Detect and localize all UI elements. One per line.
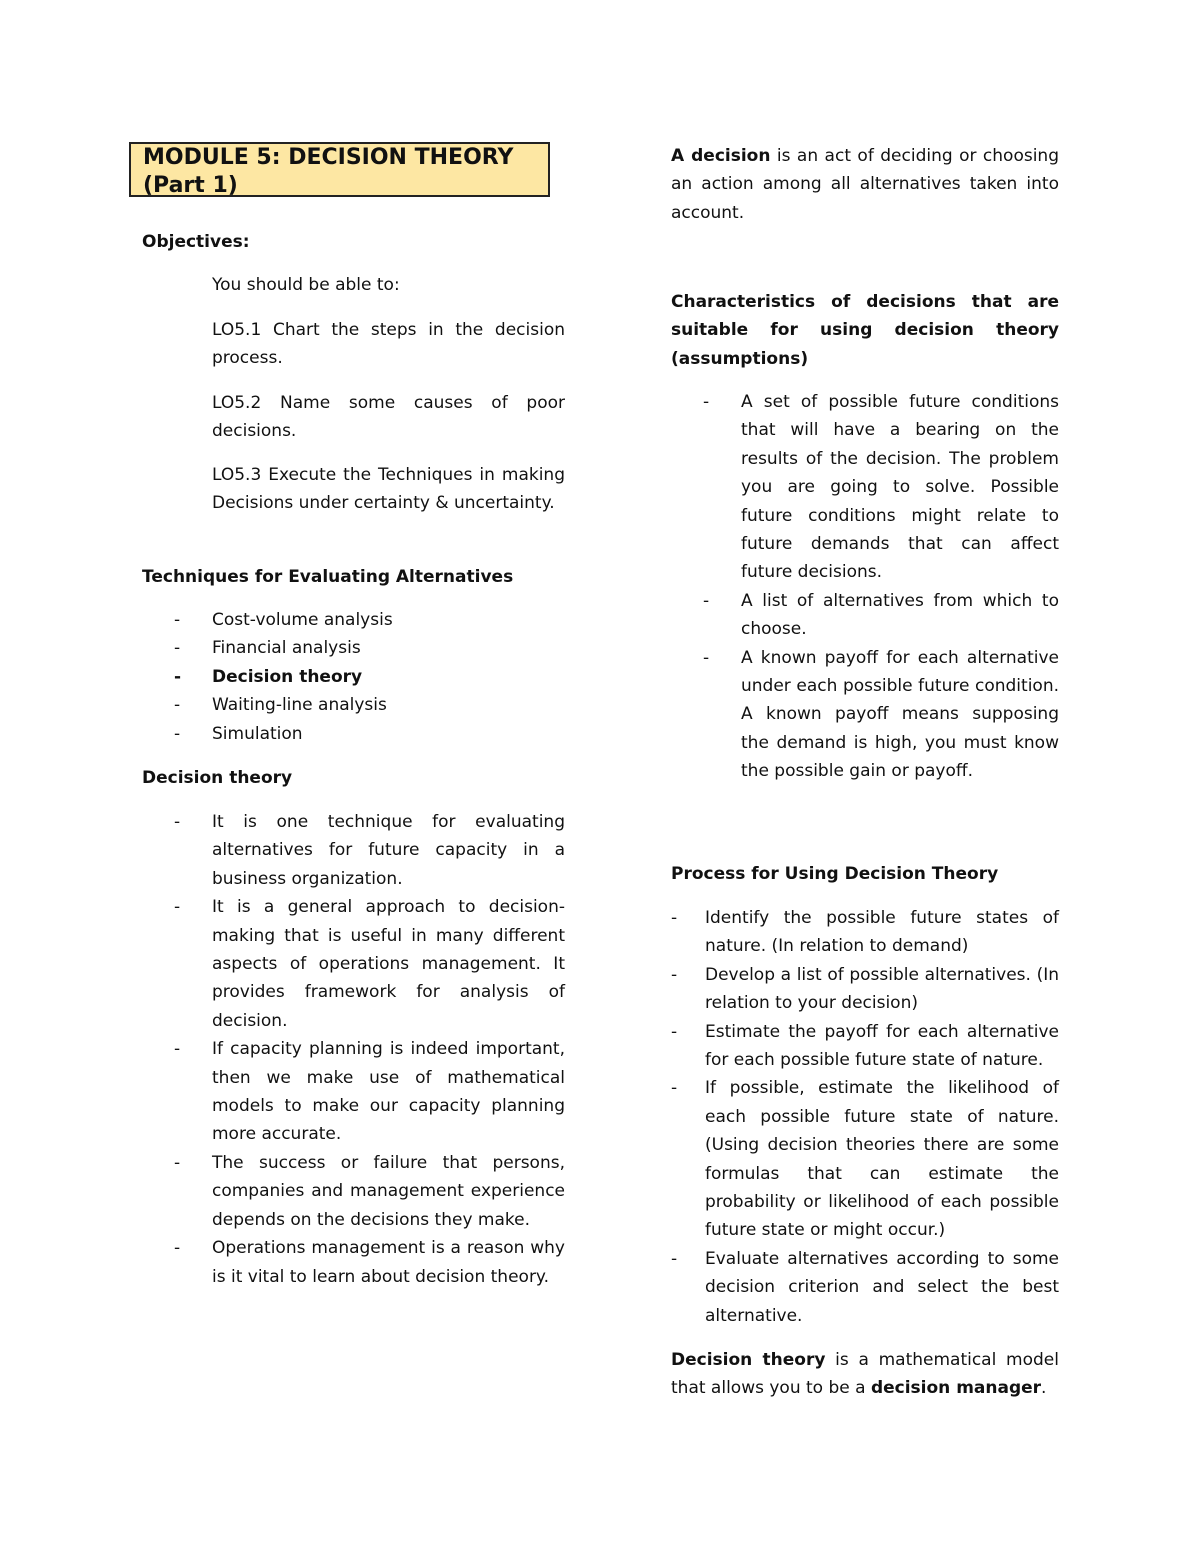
process-heading: Process for Using Decision Theory (671, 864, 999, 884)
decision-theory-heading: Decision theory (142, 768, 293, 788)
module-title: MODULE 5: DECISION THEORY (Part 1) (129, 142, 550, 197)
list-item: - Waiting-line analysis (142, 691, 565, 719)
objective-lo5-2: LO5.2 Name some causes of poor decisions. (212, 393, 565, 442)
objective-lo5-1: LO5.1 Chart the steps in the decision process. (212, 320, 565, 369)
techniques-list (142, 606, 565, 748)
list-item: - Develop a list of possible alternatives. (In relation to your decision) (671, 961, 1059, 1018)
list-item: - A list of alternatives from which to choose. (671, 587, 1059, 644)
list-item: - Decision theory (142, 663, 565, 691)
objective-lo5-3: LO5.3 Execute the Techniques in making Decisions under certainty & uncertainty. (212, 465, 565, 514)
list-item: - A known payoff for each alternative under each possible future condition. A known payoff means supposing the demand is high, you must know the possible gain or payoff. (671, 644, 1059, 786)
closing-middle: is a mathematical model that allows you to be a (671, 1350, 1059, 1399)
list-item: - A set of possible future conditions that will have a bearing on the results of the decision. The problem you are going to solve. Possible future conditions might relate to future demands that can affect future decisions. (671, 388, 1059, 587)
list-item: - Operations management is a reason why is it vital to learn about decision theory. (142, 1234, 565, 1291)
characteristics-list (671, 388, 1059, 786)
decision-theory-list (142, 808, 565, 1291)
objectives-intro: You should be able to: (212, 275, 400, 295)
list-item: - If capacity planning is indeed important, then we make use of mathematical models to make our capacity planning more accurate. (142, 1035, 565, 1149)
list-item: - Estimate the payoff for each alternative for each possible future state of nature. (671, 1018, 1059, 1075)
techniques-heading: Techniques for Evaluating Alternatives (142, 567, 514, 587)
list-item: - It is one technique for evaluating alternatives for future capacity in a business organization. (142, 808, 565, 893)
closing-end: . (1041, 1378, 1047, 1399)
list-item: - Evaluate alternatives according to some decision criterion and select the best alternative. (671, 1245, 1059, 1330)
list-item: - If possible, estimate the likelihood of each possible future state of nature. (Using decision theories there are some formulas that can estimate the probability or likelihood of each possible future state or might occur.) (671, 1074, 1059, 1244)
list-item: - It is a general approach to decision-making that is useful in many different aspects of operations management. It provides framework for analysis of decision. (142, 893, 565, 1035)
closing-emph: decision manager (870, 1378, 1042, 1399)
decision-definition (671, 142, 1059, 227)
closing-statement (671, 1346, 1059, 1403)
list-item: - The success or failure that persons, companies and management experience depends on the decisions they make. (142, 1149, 565, 1234)
definition-term: A decision (671, 146, 771, 166)
characteristics-heading: Characteristics of decisions that are suitable for using decision theory (assumptions) (671, 292, 1059, 369)
objectives-heading: Objectives: (142, 232, 250, 252)
definition-text: is an act of deciding or choosing an action among all alternatives taken into account. (671, 146, 1059, 223)
closing-term: Decision theory (671, 1350, 826, 1370)
list-item: - Simulation (142, 720, 565, 748)
list-item: - Financial analysis (142, 634, 565, 662)
list-item: - Identify the possible future states of nature. (In relation to demand) (671, 904, 1059, 961)
process-list (671, 904, 1059, 1330)
list-item: - Cost-volume analysis (142, 606, 565, 634)
